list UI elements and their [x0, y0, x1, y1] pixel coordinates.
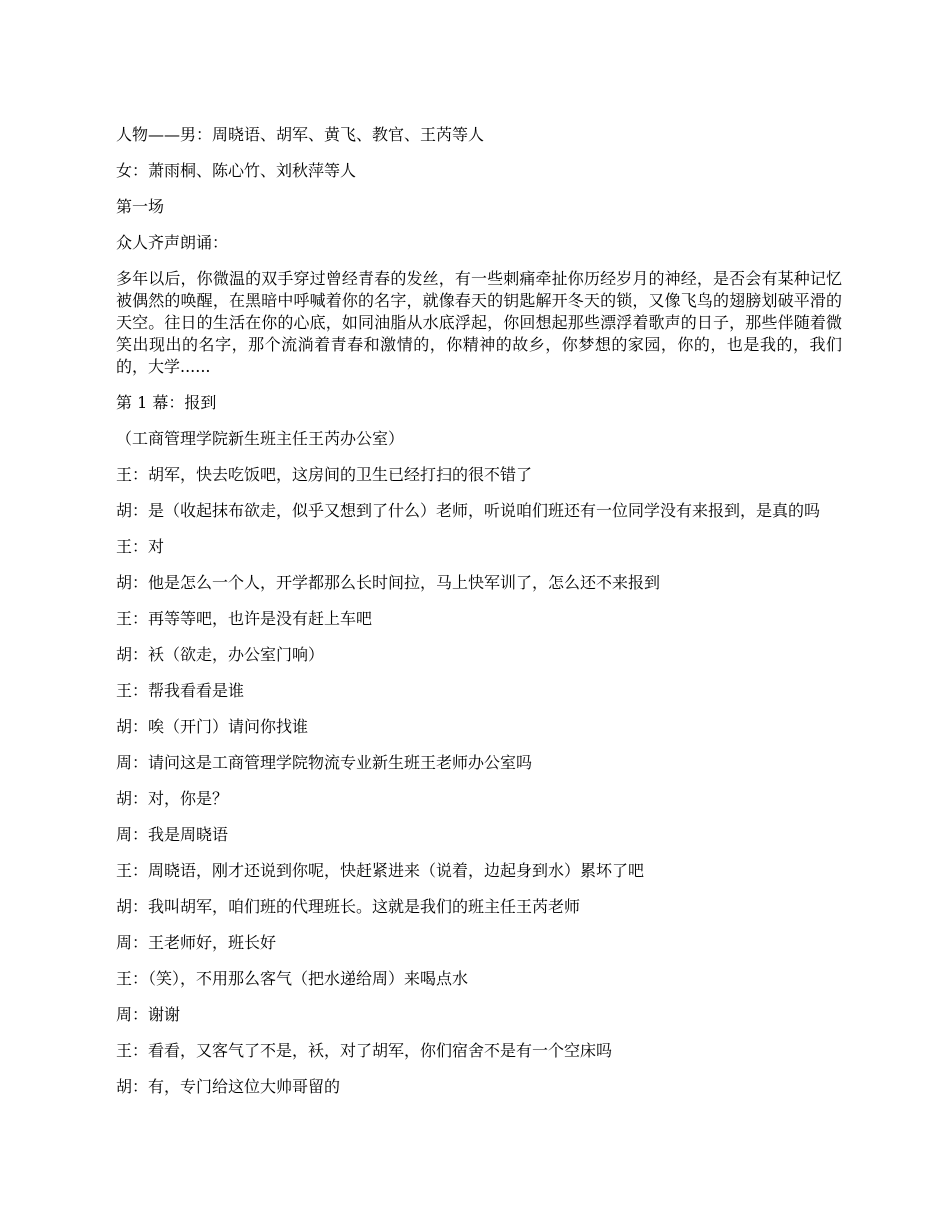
dialogue-line: 胡：是（收起抹布欲走，似乎又想到了什么）老师，听说咱们班还有一位同学没有来报到，是真的吗 [116, 501, 821, 520]
dialogue-line: 王：再等等吧，也许是没有赶上车吧 [116, 609, 373, 628]
dialogue-line: 胡：对，你是？ [116, 789, 229, 808]
dialogue-line: 周：我是周晓语 [116, 825, 229, 844]
dialogue-line: 胡：唉（开门）请问你找谁 [116, 717, 309, 736]
dialogue-line: 周：谢谢 [116, 1005, 181, 1024]
dialogue-line: 王：胡军，快去吃饭吧，这房间的卫生已经打扫的很不错了 [116, 465, 533, 484]
stage-direction: （工商管理学院新生班主任王芮办公室） [116, 429, 405, 448]
dialogue-line: 王：对 [116, 537, 165, 556]
act-heading: 第 1 幕：报到 [116, 393, 217, 412]
dialogue-line: 王：看看，又客气了不是，袄，对了胡军，你们宿舍不是有一个空床吗 [116, 1041, 613, 1060]
dialogue-line: 王：（笑），不用那么客气（把水递给周）来喝点水 [116, 969, 469, 988]
scene-heading: 第一场 [116, 197, 165, 216]
dialogue-line: 胡：我叫胡军，咱们班的代理班长。这就是我们的班主任王芮老师 [116, 897, 581, 916]
cast-female-line: 女：萧雨桐、陈心竹、刘秋萍等人 [116, 161, 357, 180]
chorus-intro: 众人齐声朗诵： [116, 233, 229, 252]
dialogue-line: 王：周晓语，刚才还说到你呢，快赶紧进来（说着，边起身到水）累坏了吧 [116, 861, 645, 880]
dialogue-line: 胡：他是怎么一个人，开学都那么长时间拉，马上快军训了，怎么还不来报到 [116, 573, 661, 592]
dialogue-line: 胡：袄（欲走，办公室门响） [116, 645, 325, 664]
dialogue-line: 王：帮我看看是谁 [116, 681, 245, 700]
chorus-recitation: 多年以后，你微温的双手穿过曾经青春的发丝，有一些刺痛牵扯你历经岁月的神经，是否会有某种记忆被偶然的唤醒，在黑暗中呼喊着你的名字，就像春天的钥匙解开冬天的锁，又像飞鸟的翅膀划破平滑的天空。往日的生活在你的心底，如同油脂从水底浮起，你回想起那些漂浮着歌声的日子，那些伴随着微笑出现出的名字，那个流淌着青春和激情的，你精神的故乡，你梦想的家园，你的，也是我的，我们的，大学...... [116, 269, 842, 376]
dialogue-line: 胡：有，专门给这位大帅哥留的 [116, 1077, 341, 1096]
dialogue-line: 周：请问这是工商管理学院物流专业新生班王老师办公室吗 [116, 753, 533, 772]
dialogue-line: 周：王老师好，班长好 [116, 933, 277, 952]
script-body [116, 124, 842, 1112]
cast-male-line: 人物——男：周晓语、胡军、黄飞、教官、王芮等人 [116, 125, 485, 144]
